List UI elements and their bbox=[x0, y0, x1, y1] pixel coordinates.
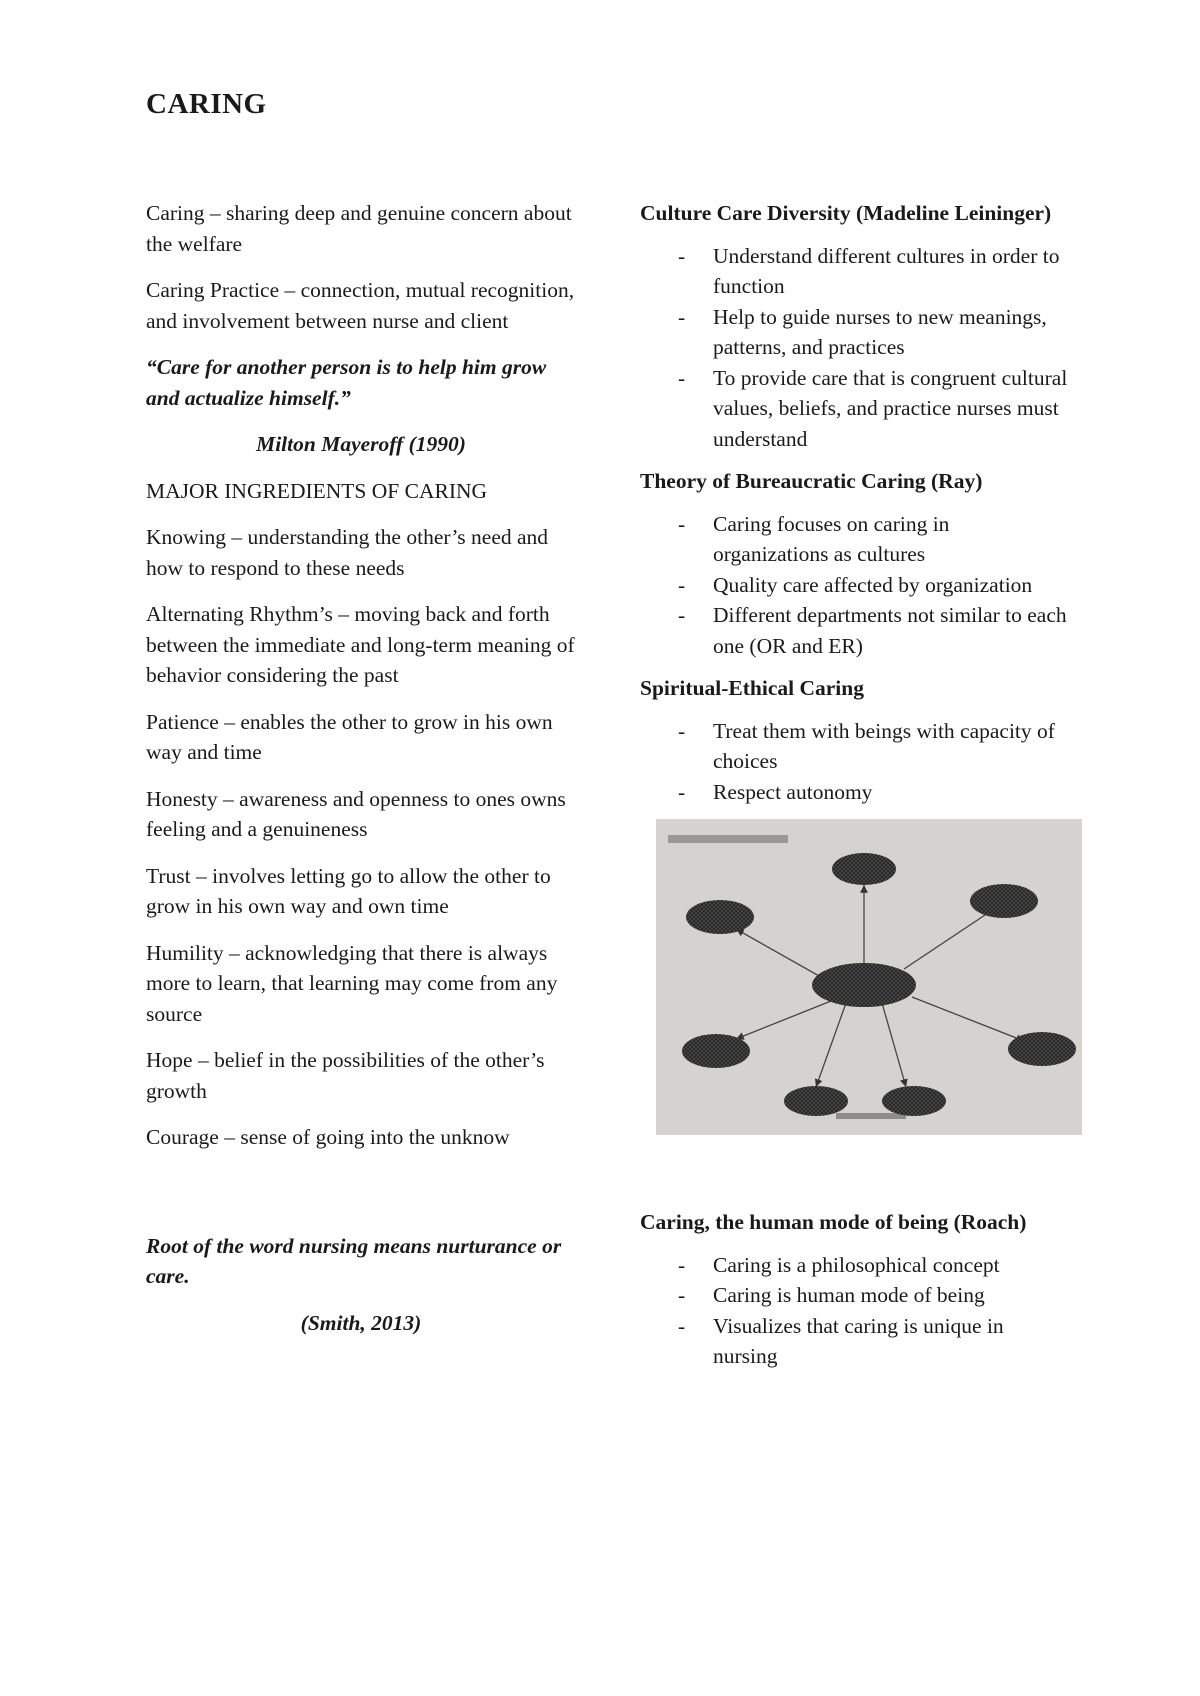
mayeroff-quote: “Care for another person is to help him grow and actualize himself.” bbox=[146, 355, 547, 410]
diagram-node bbox=[832, 853, 896, 885]
section-heading: Spiritual-Ethical Caring bbox=[640, 676, 864, 700]
list-item: - Caring is human mode of being bbox=[640, 1280, 1070, 1311]
right-column bbox=[640, 198, 1070, 1384]
list-item: - Help to guide nurses to new meanings, patterns, and practices bbox=[640, 302, 1070, 363]
mayeroff-attribution: Milton Mayeroff (1990) bbox=[256, 432, 466, 456]
ingredient-honesty: Honesty – awareness and openness to ones owns feeling and a genuineness bbox=[146, 786, 566, 841]
section-culture-care bbox=[640, 198, 1070, 454]
bullet-list bbox=[640, 509, 1070, 662]
ingredients-heading: MAJOR INGREDIENTS OF CARING bbox=[146, 478, 488, 503]
list-item: - Visualizes that caring is unique in nursing bbox=[640, 1311, 1070, 1372]
central-node bbox=[812, 963, 916, 1007]
bullet-list bbox=[640, 716, 1070, 808]
section-heading: Caring, the human mode of being (Roach) bbox=[640, 1210, 1027, 1234]
list-item: - Different departments not similar to each one (OR and ER) bbox=[640, 600, 1070, 661]
left-column bbox=[146, 198, 576, 1354]
page-title: CARING bbox=[146, 88, 267, 120]
list-item: - Respect autonomy bbox=[640, 777, 1070, 808]
definition-caring-practice: Caring Practice – connection, mutual recognition, and involvement between nurse and client bbox=[146, 278, 575, 333]
list-item: - Caring focuses on caring in organizations as cultures bbox=[640, 509, 1070, 570]
ingredient-alternating-rhythm: Alternating Rhythm’s – moving back and forth between the immediate and long-term meaning of behavior considering the past bbox=[146, 602, 575, 687]
diagram-node bbox=[882, 1086, 946, 1116]
bureaucratic-caring-diagram-photo bbox=[656, 819, 1082, 1135]
section-heading: Theory of Bureaucratic Caring (Ray) bbox=[640, 469, 983, 493]
ingredient-hope: Hope – belief in the possibilities of the other’s growth bbox=[146, 1048, 545, 1103]
diagram-node bbox=[682, 1034, 750, 1068]
ingredient-trust: Trust – involves letting go to allow the other to grow in his own way and own time bbox=[146, 863, 551, 918]
diagram-node bbox=[970, 884, 1038, 918]
diagram-node bbox=[1008, 1032, 1076, 1066]
list-item: - Treat them with beings with capacity of choices bbox=[640, 716, 1070, 777]
bullet-list bbox=[640, 241, 1070, 455]
diagram-node bbox=[686, 900, 754, 934]
definition-caring: Caring – sharing deep and genuine concern about the welfare bbox=[146, 201, 572, 256]
ingredient-humility: Humility – acknowledging that there is always more to learn, that learning may come from any source bbox=[146, 940, 558, 1026]
diagram-node bbox=[784, 1086, 848, 1116]
list-item: - Caring is a philosophical concept bbox=[640, 1250, 1070, 1281]
list-item: - To provide care that is congruent cultural values, beliefs, and practice nurses must understand bbox=[640, 363, 1070, 455]
section-spiritual-ethical bbox=[640, 673, 1070, 807]
ingredient-patience: Patience – enables the other to grow in his own way and time bbox=[146, 709, 553, 764]
section-bureaucratic-caring bbox=[640, 466, 1070, 661]
ingredient-knowing: Knowing – understanding the other’s need and how to respond to these needs bbox=[146, 525, 549, 580]
diagram-svg bbox=[656, 819, 1082, 1135]
list-item: - Understand different cultures in order to function bbox=[640, 241, 1070, 302]
diagram-footer-smudge bbox=[836, 1113, 906, 1119]
ingredient-courage: Courage – sense of going into the unknow bbox=[146, 1125, 510, 1149]
root-word-attribution: (Smith, 2013) bbox=[300, 1310, 422, 1335]
section-heading: Culture Care Diversity (Madeline Leininger) bbox=[640, 201, 1052, 225]
bullet-list bbox=[640, 1250, 1070, 1372]
root-word-quote: Root of the word nursing means nurturance or care. bbox=[146, 1233, 562, 1288]
section-roach bbox=[640, 1207, 1070, 1372]
list-item: - Quality care affected by organization bbox=[640, 570, 1070, 601]
diagram-caption-smudge bbox=[668, 835, 788, 843]
